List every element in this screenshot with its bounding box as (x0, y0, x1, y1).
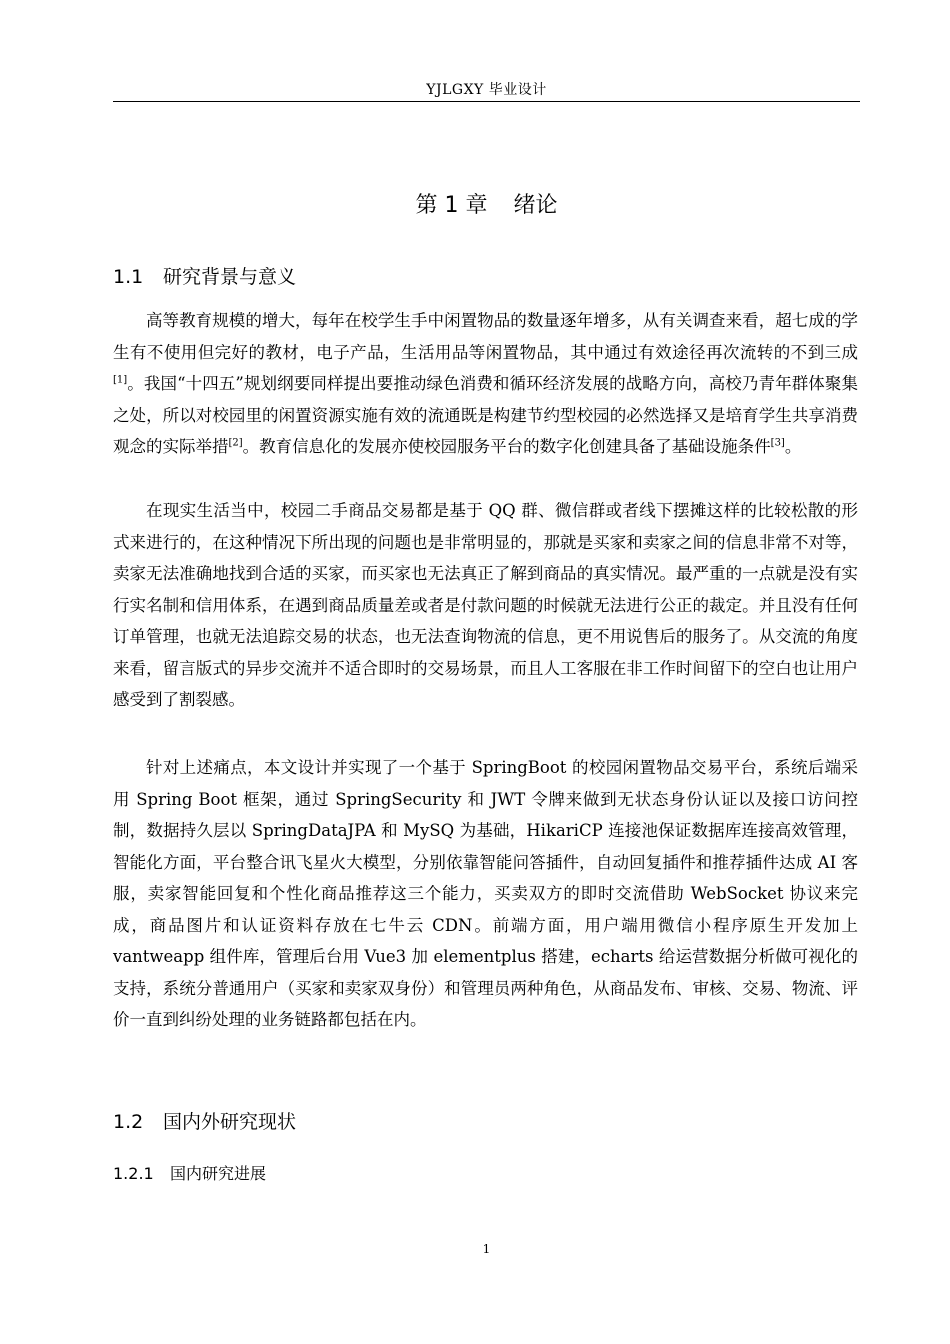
paragraph-text: 。我国“十四五”规划纲要同样提出要推动绿色消费和循环经济发展的战略方向，高校乃青年群体聚集之处，所以对校园里的闲置资源实施有效的流通既是构建节约型校园的必然选择又是培育学生共享消费观念的实际举措 (113, 374, 858, 456)
chapter-number: 第 1 章 (415, 193, 488, 218)
running-header: YJLGXY 毕业设计 (426, 82, 547, 98)
section-heading-1-1 (113, 263, 296, 291)
paragraph-text: 。 (784, 437, 802, 456)
section-heading-1-2 (113, 1108, 296, 1136)
paragraph-background (113, 305, 858, 463)
paragraph-text: 高等教育规模的增大，每年在校学生手中闲置物品的数量逐年增多，从有关调查来看，超七成的学生有不使用但完好的教材，电子产品，生活用品等闲置物品，其中通过有效途径再次流转的不到三成 (113, 311, 858, 362)
header-rule (113, 101, 860, 102)
paragraph-text: 。教育信息化的发展亦使校园服务平台的数字化创建具备了基础设施条件 (242, 437, 771, 456)
citation-3: [3] (770, 437, 785, 449)
chapter-name: 绪论 (513, 193, 558, 218)
citation-1: [1] (113, 374, 128, 386)
subsection-heading-1-2-1 (113, 1162, 266, 1186)
section-number: 1.2 (113, 1111, 144, 1133)
section-number: 1.1 (113, 266, 144, 288)
paragraph-current-problems: 在现实生活当中，校园二手商品交易都是基于 QQ 群、微信群或者线下摆摊这样的比较松散的形式来进行的，在这种情况下所出现的问题也是非常明显的，那就是买家和卖家之间的信息非常不对等，卖家无法准确地找到合适的买家，而买家也无法真正了解到商品的真实情况。最严重的一点就是没有实行实名制和信用体系，在遇到商品质量差或者是付款问题的时候就无法进行公正的裁定。并且没有任何订单管理，也就无法追踪交易的状态，也无法查询物流的信息，更不用说售后的服务了。从交流的角度来看，留言版式的异步交流并不适合即时的交易场景，而且人工客服在非工作时间留下的空白也让用户感受到了割裂感。 (113, 501, 858, 709)
subsection-number: 1.2.1 (113, 1164, 154, 1183)
section-title: 研究背景与意义 (163, 266, 297, 288)
subsection-title: 国内研究进展 (170, 1164, 267, 1183)
citation-2: [2] (228, 437, 243, 449)
page-number: 1 (482, 1242, 491, 1256)
chapter-title (113, 190, 860, 222)
paragraph-system-overview: 针对上述痛点，本文设计并实现了一个基于 SpringBoot 的校园闲置物品交易平台，系统后端采用 Spring Boot 框架，通过 SpringSecurity 和 JWT 令牌来做到无状态身份认证以及接口访问控制，数据持久层以 SpringDataJPA 和 MySQ 为基础，HikariCP 连接池保证数据库连接高效管理，智能化方面，平台整合讯飞星火大模型，分别依靠智能问答插件，自动回复插件和推荐插件达成 AI 客服，卖家智能回复和个性化商品推荐这三个能力，买卖双方的即时交流借助 WebSocket 协议来完成，商品图片和认证资料存放在七牛云 CDN。前端方面，用户端用微信小程序原生开发加上 vantweapp 组件库，管理后台用 Vue3 加 elementplus 搭建，echarts 给运营数据分析做可视化的支持，系统分普通用户（买家和卖家双身份）和管理员两种角色，从商品发布、审核、交易、物流、评价一直到纠纷处理的业务链路都包括在内。 (113, 758, 858, 1029)
section-title: 国内外研究现状 (163, 1111, 297, 1133)
